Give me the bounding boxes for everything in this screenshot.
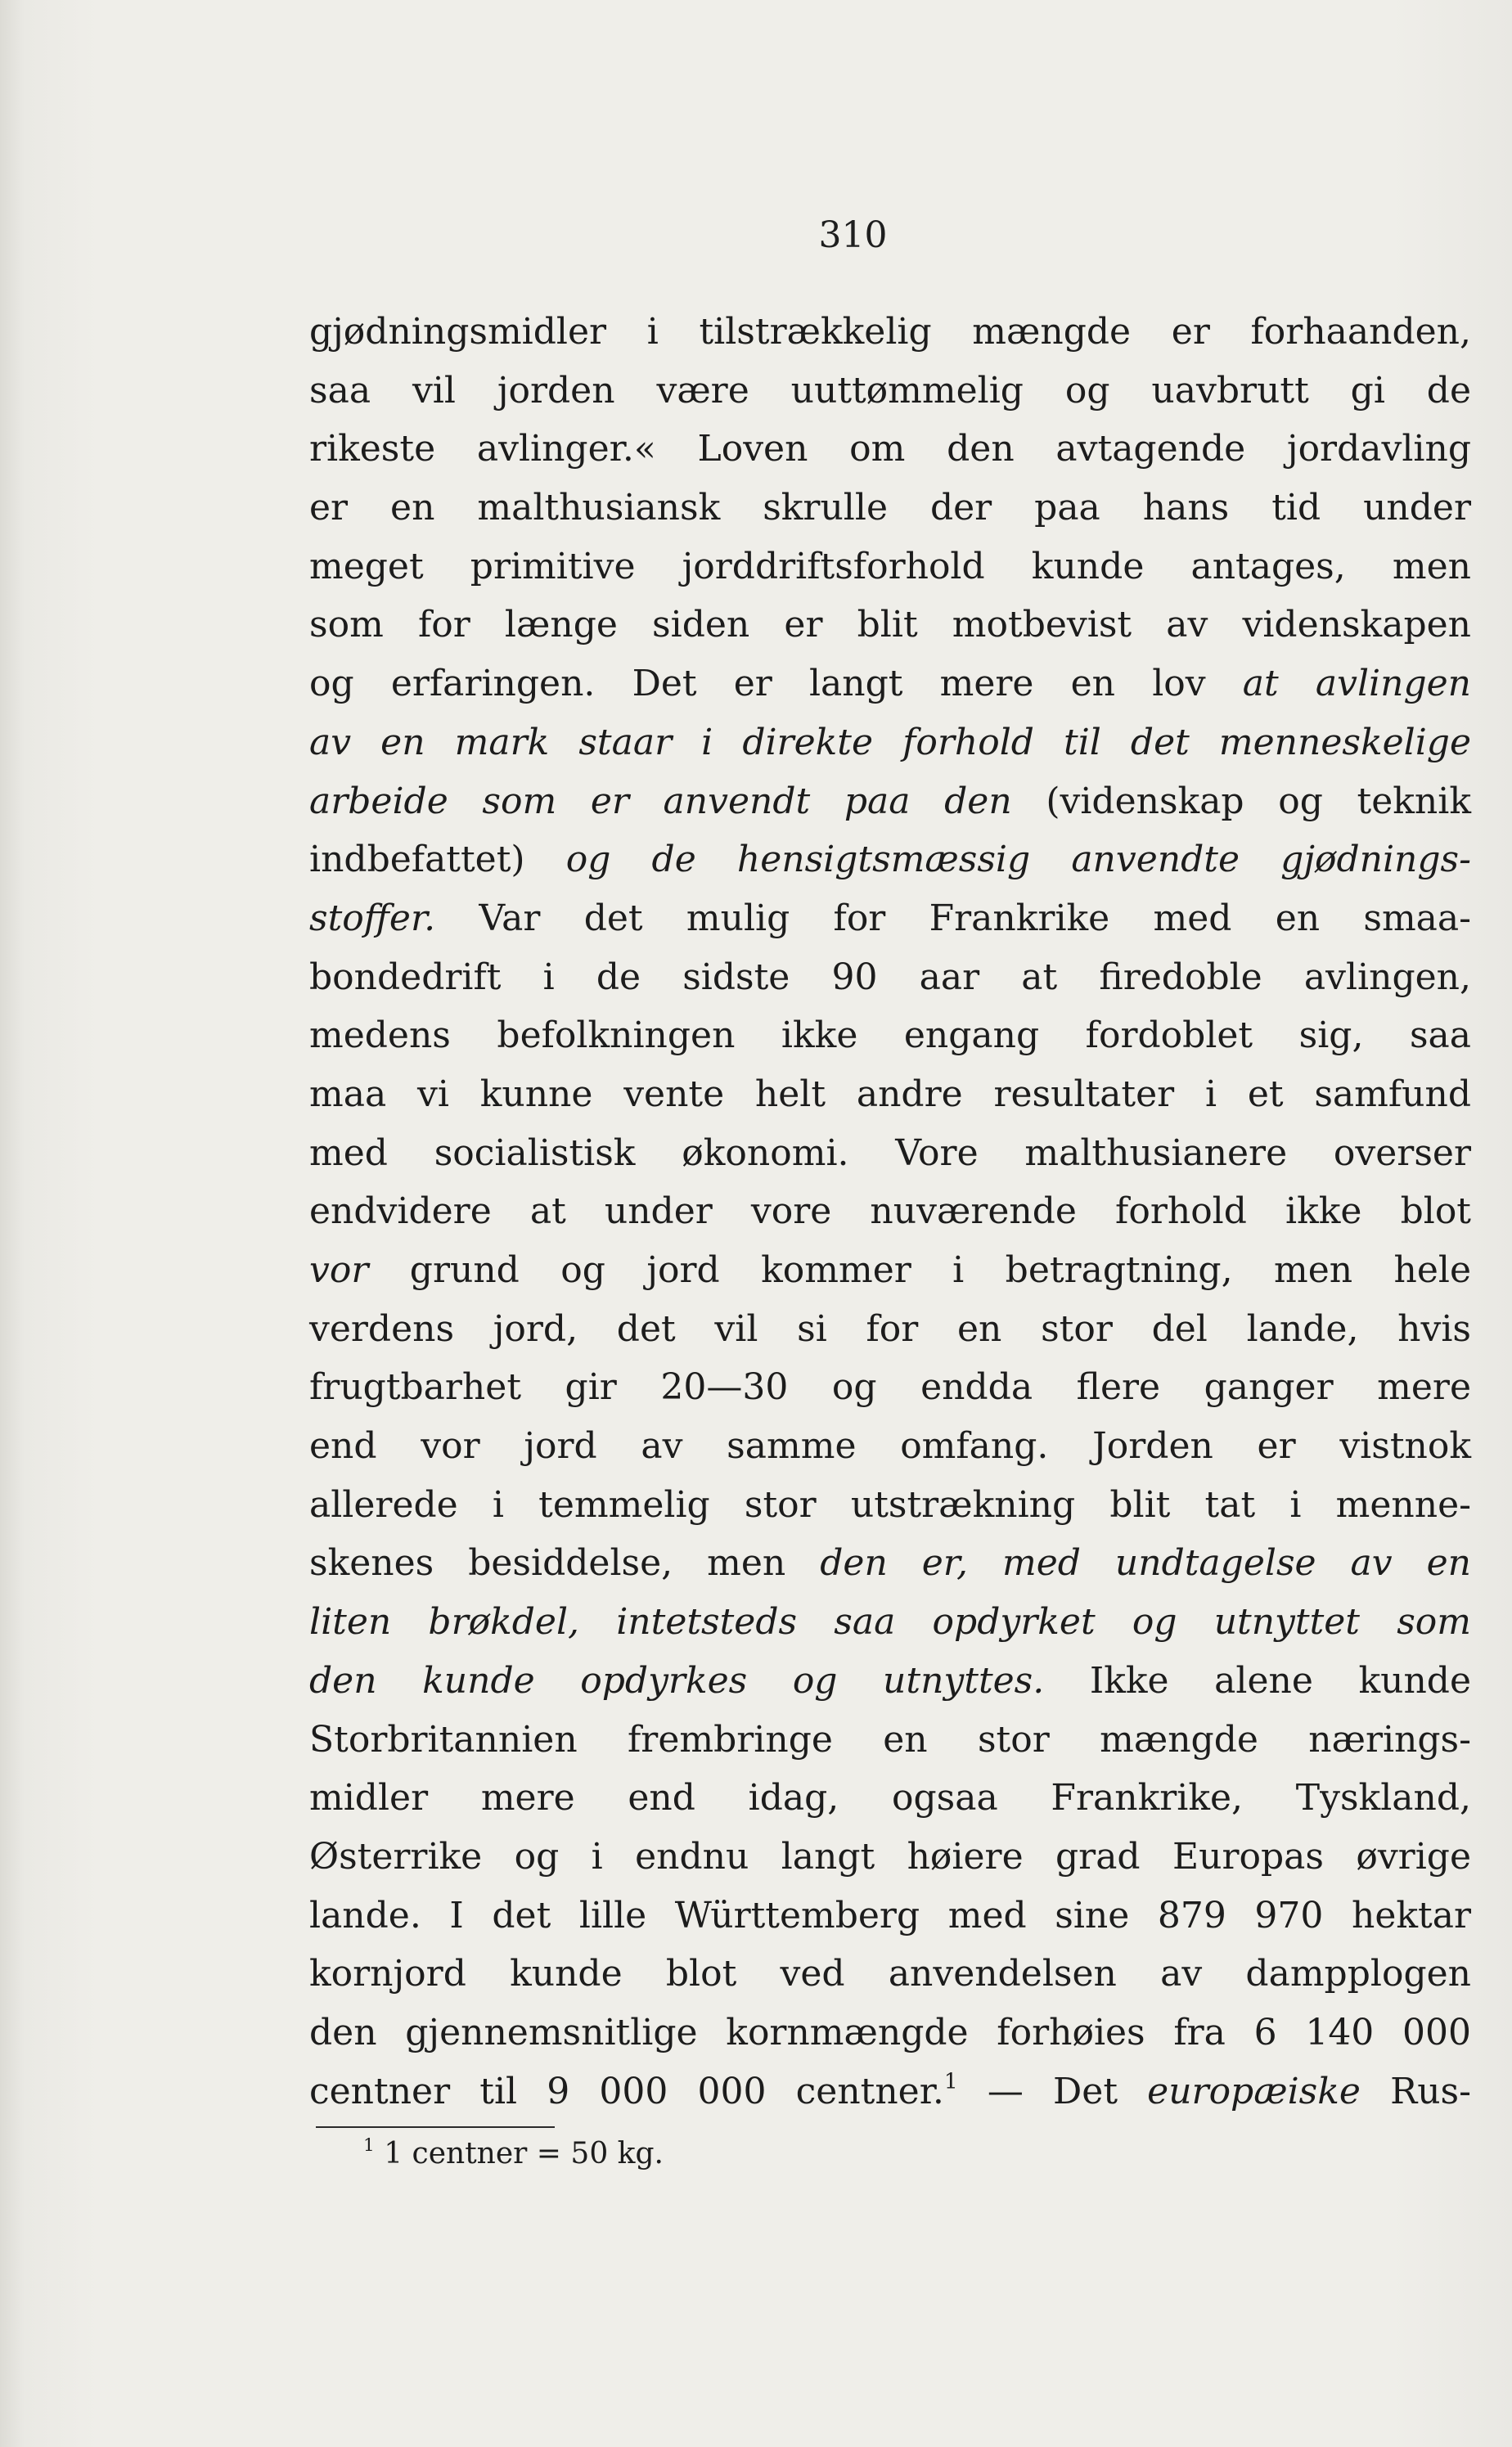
text-line — [309, 596, 1471, 654]
text-line — [309, 772, 1471, 831]
text-segment: Ikke alene kunde — [1044, 1659, 1471, 1702]
text-segment: midler mere end idag, ogsaa Frankrike, Tyskland, — [309, 1777, 1471, 1820]
text-line — [309, 1652, 1471, 1711]
text-line — [309, 479, 1471, 538]
text-segment: end vor jord av samme omfang. Jorden er vistnok — [309, 1425, 1471, 1468]
text-segment: (videnskap og teknik — [1011, 780, 1471, 822]
text-line — [309, 1945, 1471, 2004]
emphasized-text: den er, med undtagelse av en — [820, 1542, 1472, 1585]
text-segment: grund og jord kommer i betragtning, men hele — [368, 1249, 1471, 1291]
text-segment: saa vil jorden være uuttømmelig og uavbrutt gi de — [309, 369, 1471, 412]
text-segment: gjødningsmidler i tilstrækkelig mængde er forhaanden, — [309, 311, 1471, 353]
text-segment: Rus- — [1360, 2070, 1471, 2112]
text-segment: er en malthusiansk skrulle der paa hans tid under — [309, 487, 1471, 529]
text-line — [309, 1417, 1471, 1476]
footnote-divider — [316, 2126, 555, 2128]
text-segment: skenes besiddelse, men — [309, 1542, 821, 1585]
text-segment: lande. I det lille Württemberg med sine 879 970 hektar — [309, 1894, 1471, 1936]
footnote-text: 1 centner = 50 kg. — [374, 2137, 664, 2170]
text-segment: endvidere at under vore nuværende forhold ikke blot — [309, 1190, 1471, 1233]
emphasized-text: liten brøkdel, intetsteds saa opdyrket og utnyttet som — [309, 1601, 1471, 1644]
text-segment: allerede i temmelig stor utstrækning blit tat i menne- — [309, 1483, 1471, 1526]
text-line — [309, 1476, 1471, 1535]
text-segment: med socialistisk økonomi. Vore malthusianere overser — [309, 1131, 1471, 1174]
emphasized-text: stoffer. — [309, 897, 436, 939]
text-line — [309, 1300, 1471, 1359]
text-line — [309, 654, 1471, 713]
text-line — [309, 1828, 1471, 1887]
text-line — [309, 713, 1471, 772]
footnote — [363, 2134, 664, 2170]
text-segment: Storbritannien frembringe en stor mængde nærings- — [309, 1718, 1471, 1761]
page-number: 310 — [818, 214, 888, 256]
text-line — [309, 830, 1471, 889]
footnote-marker: 1 — [363, 2134, 375, 2156]
text-segment: som for længe siden er blit motbevist av videnskapen — [309, 604, 1471, 646]
emphasized-text: den kunde opdyrkes og utnyttes. — [309, 1659, 1045, 1702]
text-segment: den gjennemsnitlige kornmængde forhøies fra 6 140 000 — [309, 2011, 1471, 2053]
text-line — [309, 1065, 1471, 1124]
footnote-reference: 1 — [943, 2068, 958, 2094]
body-text — [309, 303, 1471, 2121]
text-segment: og erfaringen. Det er langt mere en lov — [309, 663, 1243, 705]
text-line — [309, 1534, 1471, 1593]
text-segment: kornjord kunde blot ved anvendelsen av dampplogen — [309, 1953, 1471, 1995]
emphasized-text: at avlingen — [1242, 663, 1471, 705]
text-segment: verdens jord, det vil si for en stor del lande, hvis — [309, 1307, 1471, 1350]
text-segment: Var det mulig for Frankrike med en smaa- — [435, 897, 1471, 939]
emphasized-text: av en mark staar i direkte forhold til det menneskelige — [309, 721, 1471, 763]
emphasized-text: og de hensigtsmæssig anvendte gjødnings- — [565, 839, 1471, 881]
text-line — [309, 1711, 1471, 1770]
text-segment: Østerrike og i endnu langt høiere grad Europas øvrige — [309, 1835, 1471, 1878]
text-segment: rikeste avlinger.« Loven om den avtagende jordavling — [309, 428, 1471, 470]
text-segment: medens befolkningen ikke engang fordoblet sig, saa — [309, 1014, 1471, 1057]
text-segment: maa vi kunne vente helt andre resultater i et samfund — [309, 1073, 1471, 1115]
text-line — [309, 889, 1471, 948]
text-line — [309, 1124, 1471, 1183]
text-line — [309, 362, 1471, 421]
text-line — [309, 1006, 1471, 1065]
text-line — [309, 2062, 1471, 2121]
text-line — [309, 1593, 1471, 1652]
text-segment: meget primitive jorddriftsforhold kunde antages, men — [309, 545, 1471, 587]
text-line — [309, 2004, 1471, 2062]
text-line — [309, 538, 1471, 596]
text-line — [309, 1769, 1471, 1828]
text-segment: frugtbarhet gir 20—30 og endda flere ganger mere — [309, 1366, 1471, 1409]
emphasized-text: europæiske — [1147, 2070, 1361, 2112]
text-segment: — Det — [957, 2070, 1148, 2112]
emphasized-text: arbeide som er anvendt paa den — [309, 780, 1012, 822]
text-line — [309, 303, 1471, 362]
text-line — [309, 1241, 1471, 1300]
text-line — [309, 948, 1471, 1007]
text-segment: bondedrift i de sidste 90 aar at firedoble avlingen, — [309, 956, 1471, 998]
text-line — [309, 1887, 1471, 1945]
text-segment: centner til 9 000 000 centner. — [309, 2070, 944, 2112]
text-line — [309, 1358, 1471, 1417]
text-line — [309, 420, 1471, 479]
text-segment: indbefattet) — [309, 839, 566, 881]
text-line — [309, 1182, 1471, 1241]
emphasized-text: vor — [309, 1249, 369, 1291]
